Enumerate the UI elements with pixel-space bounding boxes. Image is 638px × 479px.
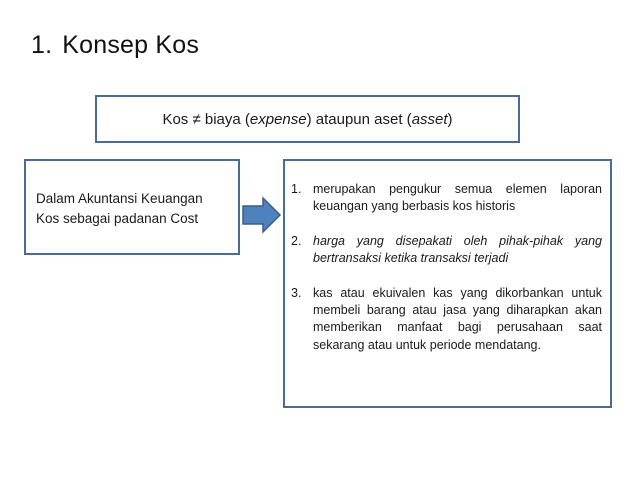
meaning-text: harga yang disepakati oleh pihak-pihak yang bertransaksi ketika transaksi terjadi [313, 233, 602, 266]
title-text: Konsep Kos [62, 31, 200, 59]
meaning-item-3 [291, 285, 602, 355]
context-line-2: Kos sebagai padanan Cost [36, 211, 199, 226]
meaning-number: 2. [291, 233, 302, 248]
meanings-box [283, 159, 612, 408]
context-box [24, 159, 240, 255]
meaning-item-1 [291, 181, 602, 216]
context-line-1: Dalam Akuntansi Keuangan [36, 191, 203, 206]
meaning-number: 1. [291, 182, 302, 196]
definition-asset: asset [411, 110, 448, 128]
definition-part: ) ataupun aset ( [306, 110, 412, 128]
slide-title [31, 31, 199, 60]
meaning-text: kas atau ekuivalen kas yang dikorbankan untuk membeli barang atau jasa yang diharapkan akan memberikan manfaat bagi perusahaan saat sekarang atau untuk periode mendatang. [313, 285, 602, 352]
meaning-text: merupakan pengukur semua elemen laporan keuangan yang berbasis kos historis [313, 182, 602, 214]
meaning-number: 3. [291, 285, 302, 300]
meaning-item-2 [291, 233, 602, 268]
title-number: 1. [31, 31, 53, 59]
definition-part: Kos ≠ biaya ( [162, 110, 250, 128]
definition-box [95, 95, 520, 143]
definition-part: ) [447, 110, 453, 128]
right-arrow-icon [242, 196, 282, 234]
definition-expense: expense [249, 110, 307, 128]
definition-text [162, 111, 452, 128]
